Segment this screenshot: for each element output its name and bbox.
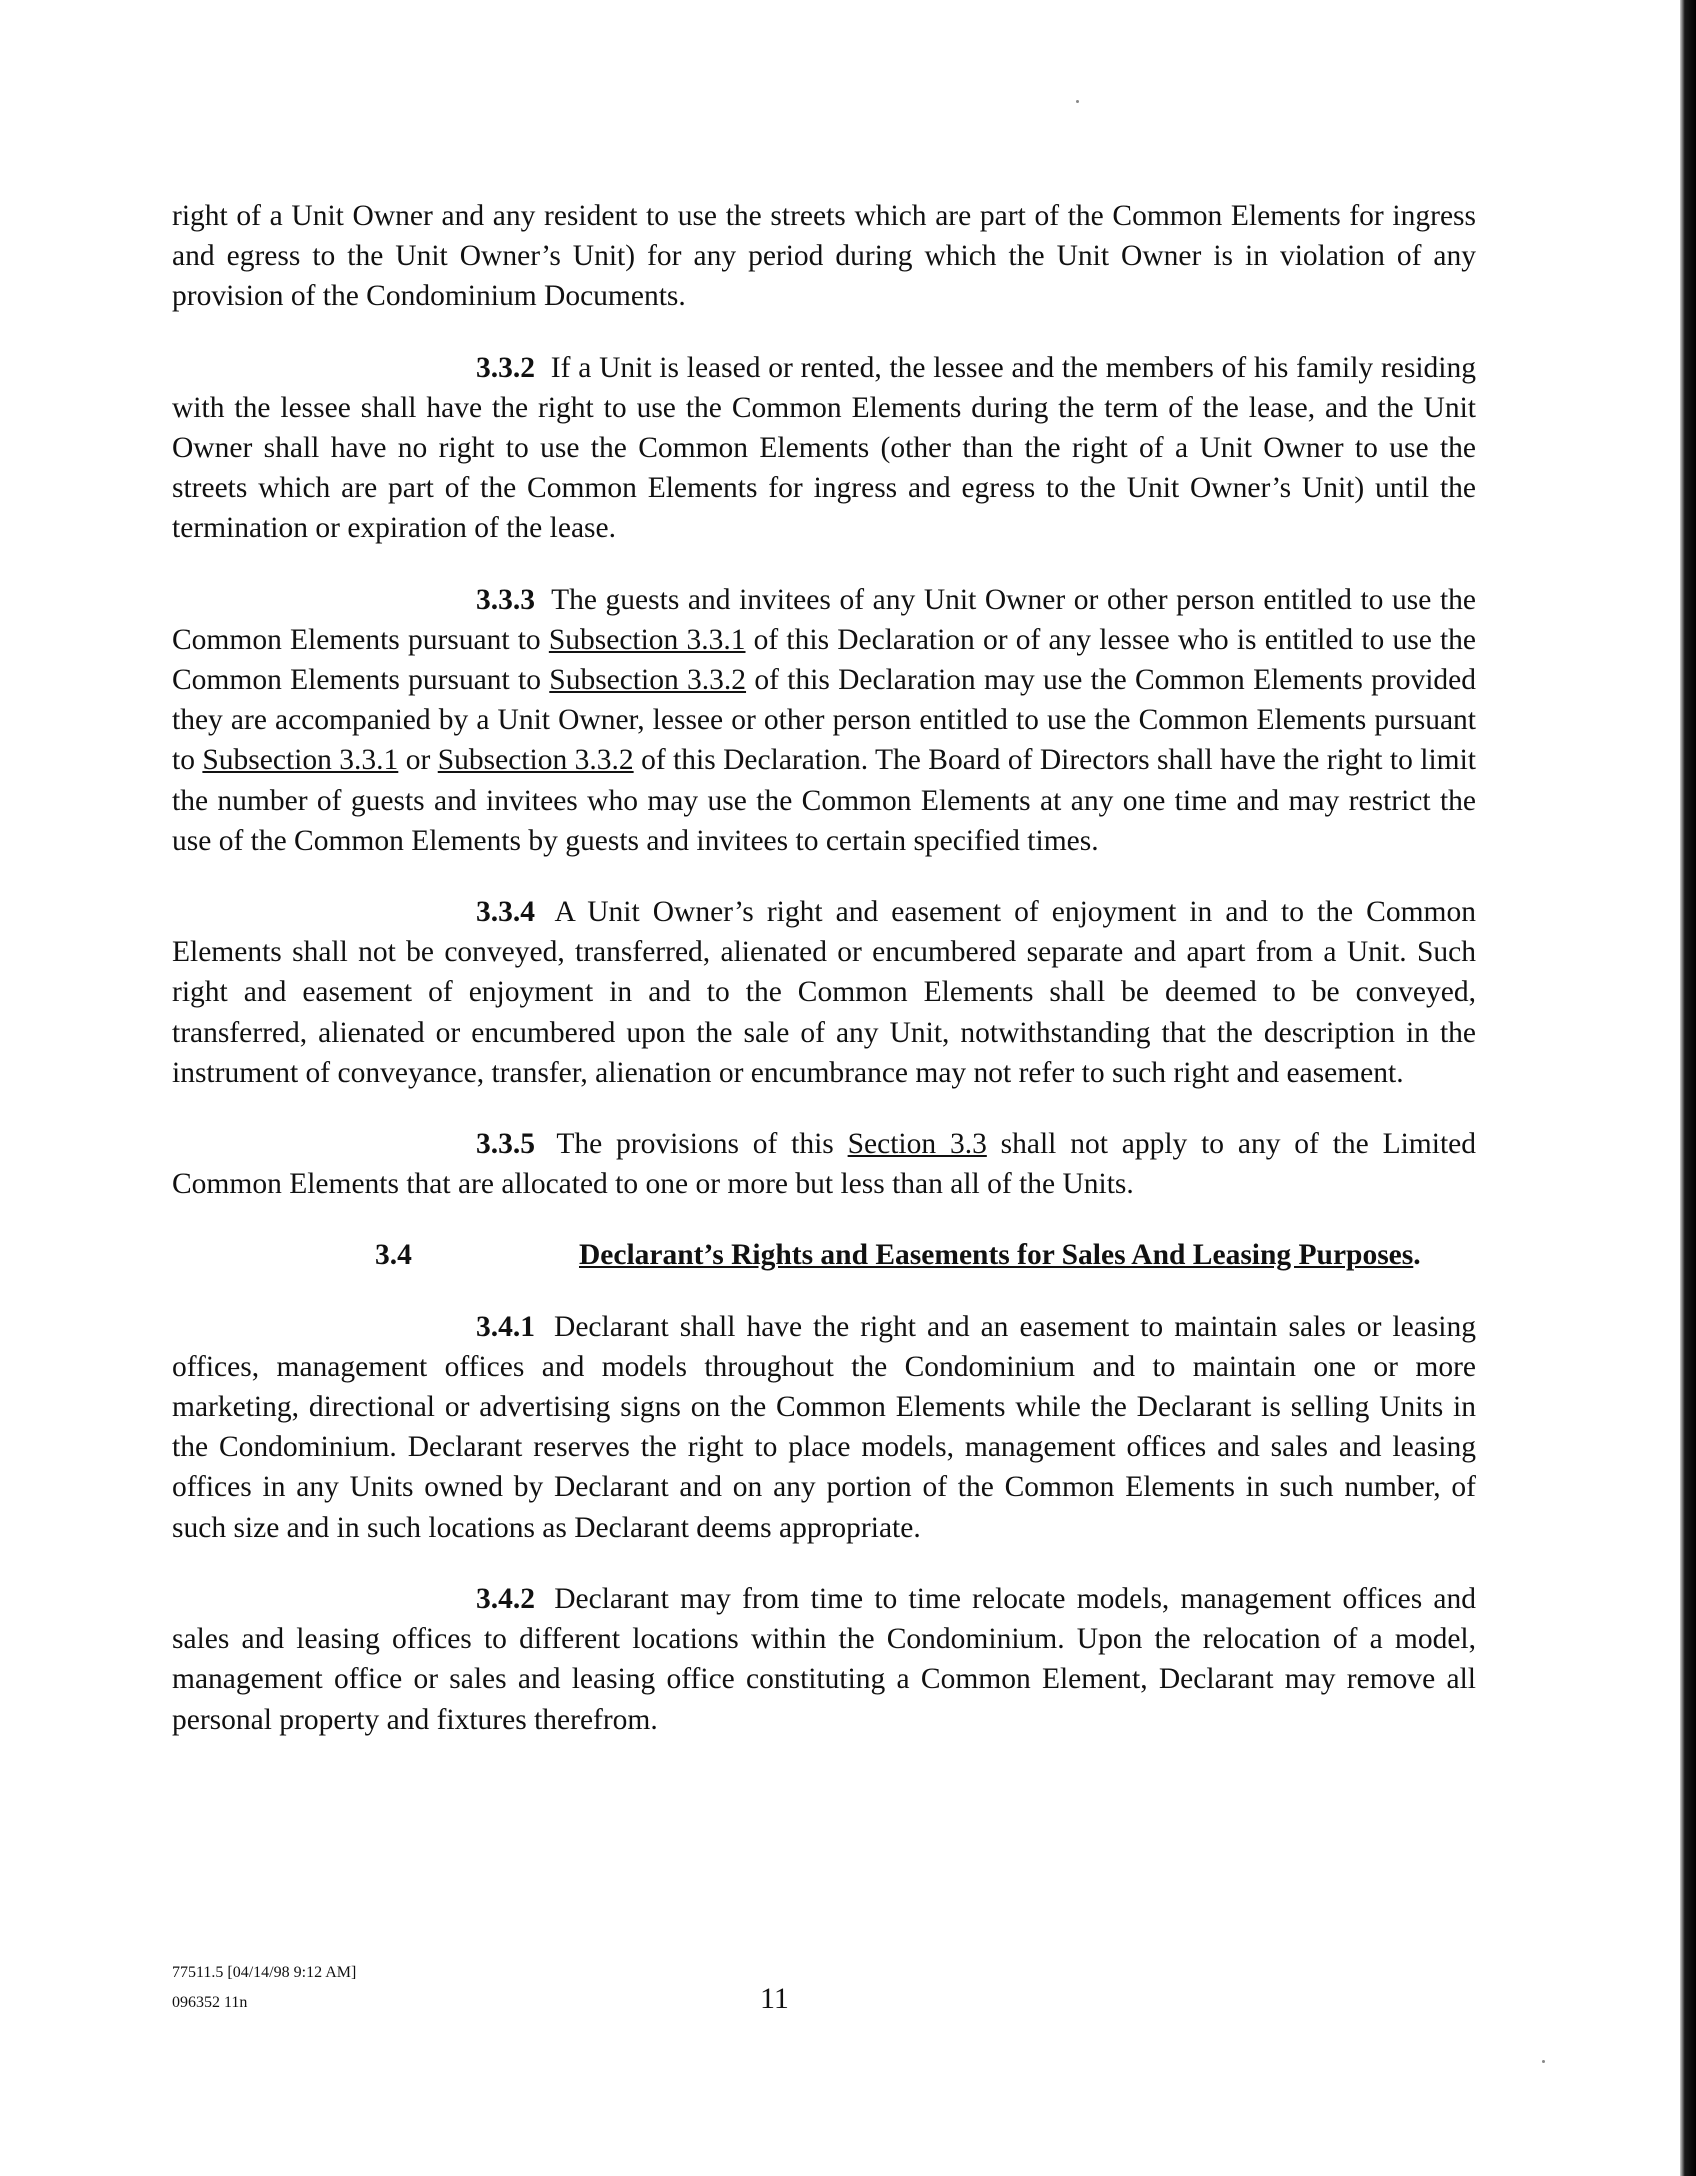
- paragraph-continuation: right of a Unit Owner and any resident to use the streets which are part of the Common Elements for ingress and egress to the Unit Owner’s Unit) for any period during which the Unit Owner is in violation of any provision of the Condominium Documents.: [172, 200, 1476, 313]
- paragraph-3-4-1: 3.4.1 Declarant shall have the right and an easement to maintain sales or leasing offices, management offices and models throughout the Condominium and to maintain one or more marketing, directional or advertising signs on the Common Elements while the Declarant is selling Units in the Condominium. Declarant reserves the right to place models, management offices and sales and leasing offices in any Units owned by Declarant and on any portion of the Common Elements in such number, of such size and in such locations as Declarant deems appropriate.: [172, 1310, 1476, 1544]
- paragraph-3-3-5: 3.3.5 The provisions of this Section 3.3 shall not apply to any of the Limited Common Elements that are allocated to one or more but less than all of the Units.: [172, 1128, 1476, 1201]
- section-number: 3.3.4: [476, 896, 535, 929]
- section-number: 3.3.3: [476, 583, 535, 616]
- cross-reference: Subsection 3.3.2: [437, 744, 634, 777]
- paragraph-3-3-3: 3.3.3 The guests and invitees of any Unit Owner or other person entitled to use the Common Elements pursuant to Subsection 3.3.1 of this Declaration or of any lessee who is entitled to use the Common Elements pursuant to Subsection 3.3.2 of this Declaration may use the Common Elements provided they are accompanied by a Unit Owner, lessee or other person entitled to use the Common Elements pursuant to Subsection 3.3.1 or Subsection 3.3.2 of this Declaration. The Board of Directors shall have the right to limit the number of guests and invitees who may use the Common Elements at any one time and may restrict the use of the Common Elements by guests and invitees to certain specified times.: [172, 583, 1477, 857]
- section-number: 3.3.5: [476, 1128, 535, 1161]
- footer-file-code: 096352 11n: [172, 1994, 248, 2011]
- cross-reference: Subsection 3.3.1: [202, 744, 399, 777]
- cross-reference: Subsection 3.3.2: [549, 664, 747, 697]
- scan-edge-shadow: [1680, 0, 1696, 2176]
- cross-reference: Subsection 3.3.1: [548, 623, 746, 656]
- cross-reference: Section 3.3: [847, 1128, 987, 1161]
- paragraph-3-3-2: 3.3.2 If a Unit is leased or rented, the lessee and the members of his family residing with the lessee shall have the right to use the Common Elements during the term of the lease, and the Unit Owner shall have no right to use the Common Elements (other than the right of a Unit Owner to use the streets which are part of the Common Elements for ingress and egress to the Unit Owner’s Unit) until the termination or expiration of the lease.: [172, 351, 1476, 545]
- section-number: 3.4: [375, 1239, 412, 1272]
- section-number: 3.4.1: [476, 1310, 535, 1343]
- paragraph-3-4-2: 3.4.2 Declarant may from time to time relocate models, management offices and sales and leasing offices to different locations within the Condominium. Upon the relocation of a model, management office or sales and leasing office constituting a Common Element, Declarant may remove all personal property and fixtures therefrom.: [172, 1582, 1477, 1736]
- scan-speck: [1076, 100, 1079, 103]
- section-heading-3-4: 3.4 Declarant’s Rights and Easements for Sales And Leasing Purposes.: [172, 1235, 1476, 1275]
- section-number: 3.4.2: [476, 1582, 535, 1615]
- document-body: [172, 196, 1476, 1771]
- scan-speck: [1542, 2060, 1545, 2063]
- section-number: 3.3.2: [476, 351, 535, 384]
- section-title: Declarant’s Rights and Easements for Sales And Leasing Purposes: [579, 1239, 1414, 1272]
- page-number: 11: [760, 1982, 789, 2015]
- paragraph-3-3-4: 3.3.4 A Unit Owner’s right and easement of enjoyment in and to the Common Elements shall not be conveyed, transferred, alienated or encumbered separate and apart from a Unit. Such right and easement of enjoyment in and to the Common Elements shall be deemed to be conveyed, transferred, alienated or encumbered upon the sale of any Unit, notwithstanding that the description in the instrument of conveyance, transfer, alienation or encumbrance may not refer to such right and easement.: [172, 896, 1476, 1089]
- footer-doc-info: [172, 1958, 356, 2018]
- footer-doc-id: 77511.5 [04/14/98 9:12 AM]: [172, 1964, 357, 1981]
